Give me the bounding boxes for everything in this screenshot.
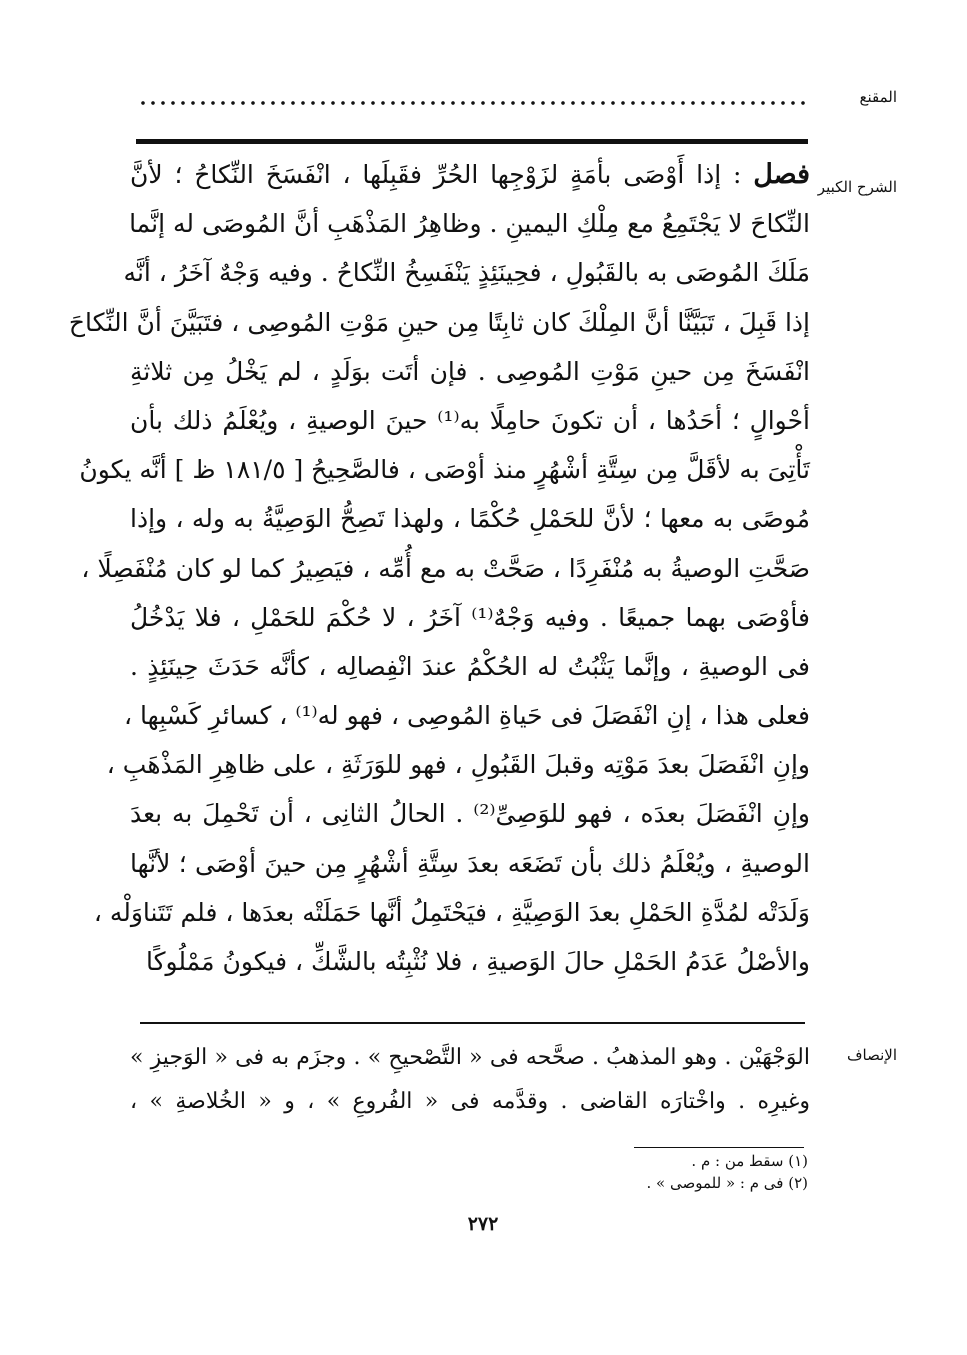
side-label-sharh: الشرح الكبير — [817, 178, 897, 196]
main-line: صَحَّتِ الوصيةُ به مُنْفَرِدًا ، صَحَّتْ به مع أُمِّه ، فيَصِيرُ كما لو كان مُنْفَصِلًا ، — [81, 553, 810, 583]
main-line: أحْوالٍ ؛ أحَدُها ، أن تكونَ حامِلًا به⁽¹⁾ حينَ الوصيةِ ، ويُعْلَمُ ذلك بأن — [130, 405, 810, 435]
insaf-separator-rule — [140, 1022, 805, 1024]
footnote: (٢) فى م : « للموصى » . — [646, 1174, 808, 1192]
main-line: وإنِ انْفَصَلَ بعدَه ، فهو للوَصِىِّ⁽²⁾ . الحالُ الثانِى ، أن تَحْمِلَ به بعدَ — [130, 799, 810, 829]
main-line: وَلَدَتْه لمُدَّةِ الحَمْلِ بعدَ الوَصِيَّةِ ، فيَحْتَمِلُ أنَّها حَمَلَتْه بعدَها ، فلم تَتَناوَلْه ، — [93, 897, 810, 927]
fasl-heading: فصل — [753, 159, 810, 190]
insaf-line: الوَجْهَيْن . وهو المذهبُ . صحَّحه فى « التَّصْحيحِ » . وجزَم به فى « الوَجيزِ » — [130, 1045, 810, 1070]
footnote-rule — [634, 1147, 804, 1148]
side-label-insaf: الإنصاف — [846, 1046, 897, 1064]
running-title: المقنع — [859, 88, 897, 106]
footnotes — [420, 1150, 808, 1194]
main-line: وإنِ انْفَصَلَ بعدَ مَوْتِه وقبلَ القَبُولِ ، فهو للوَرَثَةِ ، على ظاهِرِ المَذْهَبِ ، — [106, 750, 810, 780]
main-line: والأصْلُ عَدَمُ الحَمْلِ حالَ الوَصيةِ ، فلا نُثْبِتُه بالشَّكِّ ، فيكونُ مَمْلُوكًا — [145, 947, 810, 976]
main-line: تَأْتِىَ به لأقَلَّ مِن سِتَّةِ أشْهُرٍ منذ أوْصَى ، فالصَّحِيحُ [ ١٨١/٥ ظ ] أنَّه يكونُ — [79, 455, 810, 485]
header-rule — [136, 139, 808, 144]
main-line: فصل : إذا أَوْصَى بأمَةٍ لزَوْجِها الحُرِّ فقَبِلَها ، انْفَسَخَ النِّكاحُ ؛ لأنَّ — [130, 159, 810, 190]
main-line: مَلَكَ المُوصَى به بالقَبُولِ ، فحِينَئِذٍ يَنْفَسِخُ النِّكاحُ . وفيه وَجْهٌ آخَرُ ، أنَّه — [123, 258, 810, 288]
main-text-block — [68, 150, 810, 986]
main-line: انْفَسَخَ مِن حينِ مَوْتِ المُوصِى . فإن أتَت بوَلَدٍ ، لم يَخْلُ مِن ثلاثةِ — [130, 356, 810, 386]
insaf-text-block — [130, 1036, 810, 1124]
main-line: فأوْصَى بهما جميعًا . وفيه وَجْهٌ⁽¹⁾ آخَرُ ، لا حُكْمَ للحَمْلِ ، فلا يَدْخُلُ — [130, 602, 810, 632]
main-line: الوصيةِ ، ويُعْلَمُ ذلك بأن تَضَعَه بعدَ سِتَّةِ أشْهُرٍ مِن حينَ أوْصَى ؛ لأنَّها — [130, 848, 810, 878]
main-line: مُوصًى به معها ؛ لأنَّ للحَمْلِ حُكْمًا ، ولهذا تَصِحُّ الوَصِيَّةُ به وله ، وإذا — [130, 504, 810, 534]
main-line: فعلى هذا ، إنِ انْفَصَلَ فى حَياةِ المُوصِى ، فهو له⁽¹⁾ ، كسائرِ كَسْبِها ، — [123, 701, 810, 731]
main-line: فى الوصيةِ ، وإنَّما يَثْبُتُ له الحُكْمُ عندَ انْفِصالِه ، كأنَّه حَدَثَ حِينَئِذٍ . — [130, 651, 810, 681]
header-dotted-rule — [138, 100, 808, 106]
footnote: (١) سقط من : م . — [691, 1152, 808, 1170]
main-line: إذا قَبِلَ ، تَبَيَّنَّا أنَّ المِلْكَ كان ثابِتًا مِن حينِ مَوْتِ المُوصِى ، فتَبَيَّنَ أنَّ النِّكاحَ — [68, 307, 810, 337]
main-line: النِّكاحَ لا يَجْتَمِعُ مع مِلْكِ اليمينِ . وظاهِرُ المَذْهَبِ أنَّ المُوصَى له إنَّما — [129, 209, 810, 239]
page-number: ٢٧٢ — [467, 1213, 499, 1235]
insaf-line: وغيرِه . واخْتارَه القاضى . وقدَّمه فى « الفُروعِ » ، و « الخُلاصةِ » ، — [130, 1089, 810, 1114]
